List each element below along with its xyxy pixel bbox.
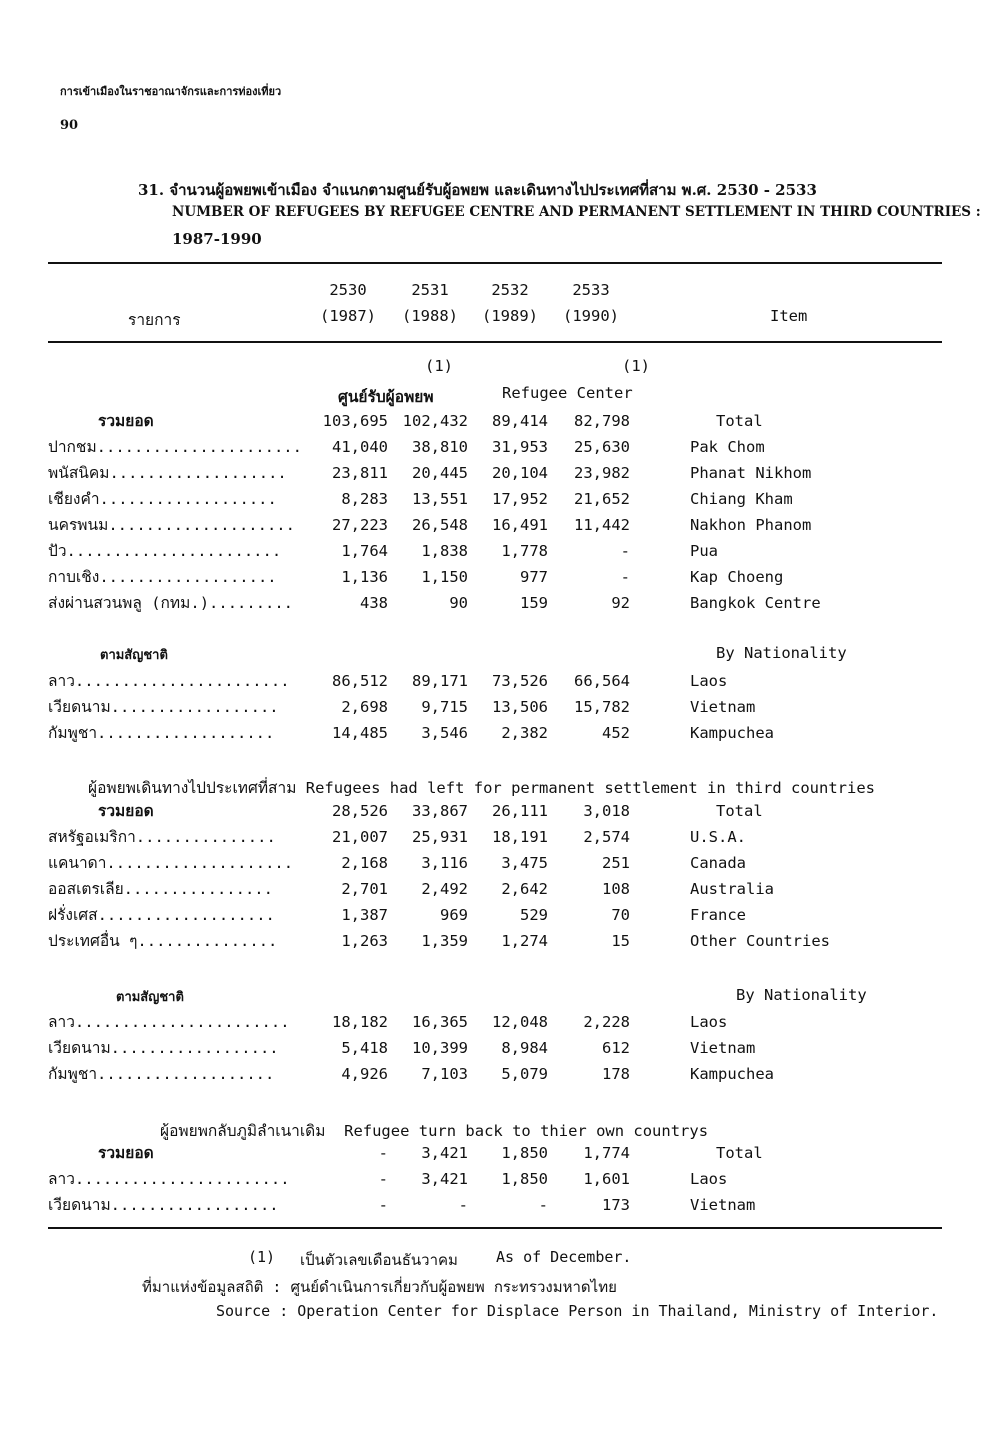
- cell-value: 25,931: [412, 828, 468, 846]
- table-row: [48, 1062, 942, 1086]
- cell-value: 90: [449, 594, 468, 612]
- cell-value: -: [378, 1170, 388, 1188]
- cell-value: 73,526: [492, 672, 548, 690]
- footnote-english: As of December.: [496, 1248, 632, 1266]
- cell-value: 70: [611, 906, 630, 924]
- table-row: [48, 851, 942, 875]
- cell-value: 2,492: [421, 880, 468, 898]
- cell-value: 1,601: [583, 1170, 630, 1188]
- nationality-heading-thai: ตามสัญชาติ: [116, 990, 184, 1005]
- row-label-thai: ปัว.......................: [48, 542, 282, 560]
- footnote-marker: (1): [248, 1248, 276, 1266]
- row-label-english: France: [690, 906, 746, 924]
- cell-value: 3,546: [421, 724, 468, 742]
- cell-value: 2,698: [341, 698, 388, 716]
- column-header-year-en: (1988): [402, 307, 458, 325]
- cell-value: 5,079: [501, 1065, 548, 1083]
- cell-value: 26,548: [412, 516, 468, 534]
- cell-value: 2,574: [583, 828, 630, 846]
- row-label-thai: รวมยอด: [98, 802, 154, 820]
- row-label-thai: ลาว.......................: [48, 1170, 290, 1188]
- cell-value: 1,359: [421, 932, 468, 950]
- cell-value: 529: [520, 906, 548, 924]
- cell-value: 16,491: [492, 516, 548, 534]
- table-row: [48, 565, 942, 589]
- section-heading-thai: ศูนย์รับผู้อพยพ: [338, 388, 434, 406]
- cell-value: 16,365: [412, 1013, 468, 1031]
- cell-value: 92: [611, 594, 630, 612]
- cell-value: 1,850: [501, 1170, 548, 1188]
- cell-value: -: [458, 1196, 468, 1214]
- cell-value: -: [620, 542, 630, 560]
- cell-value: 969: [440, 906, 468, 924]
- column-header-year-en: (1987): [320, 307, 376, 325]
- table-row: [48, 1010, 942, 1034]
- row-label-english: Nakhon Phanom: [690, 516, 812, 534]
- cell-value: 452: [602, 724, 630, 742]
- cell-value: 1,764: [341, 542, 388, 560]
- cell-value: 2,228: [583, 1013, 630, 1031]
- cell-value: 20,104: [492, 464, 548, 482]
- row-label-thai: รวมยอด: [98, 412, 154, 430]
- column-header-year-th: 2532: [491, 281, 529, 299]
- row-label-english: Pak Chom: [690, 438, 765, 456]
- cell-value: 173: [602, 1196, 630, 1214]
- row-label-thai: นครพนม....................: [48, 516, 295, 534]
- row-label-thai: ส่งผ่านสวนพลู (กทม.).........: [48, 594, 294, 612]
- row-label-thai: ลาว.......................: [48, 1013, 290, 1031]
- row-label-thai: แคนาดา....................: [48, 854, 294, 872]
- table-row: [48, 435, 942, 459]
- cell-value: 17,952: [492, 490, 548, 508]
- cell-value: 1,850: [501, 1144, 548, 1162]
- row-label-english: Total: [716, 802, 763, 820]
- cell-value: 4,926: [341, 1065, 388, 1083]
- table-row: [48, 903, 942, 927]
- row-label-english: Pua: [690, 542, 718, 560]
- section-heading-english: Refugee Center: [502, 384, 633, 402]
- row-label-english: Laos: [690, 1170, 728, 1188]
- cell-value: 2,382: [501, 724, 548, 742]
- row-label-thai: เวียดนาม..................: [48, 698, 279, 716]
- cell-value: 102,432: [402, 412, 468, 430]
- row-label-thai: กาบเชิง...................: [48, 568, 277, 586]
- cell-value: 977: [520, 568, 548, 586]
- cell-value: 21,652: [574, 490, 630, 508]
- cell-value: 438: [360, 594, 388, 612]
- cell-value: 10,399: [412, 1039, 468, 1057]
- row-label-english: Total: [716, 412, 763, 430]
- cell-value: 2,168: [341, 854, 388, 872]
- cell-value: 33,867: [412, 802, 468, 820]
- cell-value: 1,136: [341, 568, 388, 586]
- row-label-thai: สหรัฐอเมริกา...............: [48, 828, 276, 846]
- top-rule: [48, 262, 942, 264]
- cell-value: 9,715: [421, 698, 468, 716]
- cell-value: 8,984: [501, 1039, 548, 1057]
- cell-value: 3,018: [583, 802, 630, 820]
- column-header-year-th: 2531: [411, 281, 449, 299]
- row-label-thai: กัมพูชา...................: [48, 1065, 275, 1083]
- row-label-thai: กัมพูชา...................: [48, 724, 275, 742]
- cell-value: 1,263: [341, 932, 388, 950]
- table-row: [48, 929, 942, 953]
- cell-value: 89,414: [492, 412, 548, 430]
- cell-value: 3,421: [421, 1170, 468, 1188]
- page-number: 90: [60, 118, 79, 133]
- row-label-english: U.S.A.: [690, 828, 746, 846]
- row-label-english: Australia: [690, 880, 774, 898]
- cell-value: 1,838: [421, 542, 468, 560]
- bottom-rule: [48, 1227, 942, 1229]
- cell-value: 15: [611, 932, 630, 950]
- cell-value: 178: [602, 1065, 630, 1083]
- cell-value: 25,630: [574, 438, 630, 456]
- cell-value: 26,111: [492, 802, 548, 820]
- column-header-year-th: 2533: [572, 281, 610, 299]
- cell-value: 15,782: [574, 698, 630, 716]
- table-row: [48, 1141, 942, 1165]
- row-label-english: Kampuchea: [690, 1065, 774, 1083]
- row-label-english: Total: [716, 1144, 763, 1162]
- footnote-marker: (1): [425, 357, 453, 375]
- row-label-thai: ลาว.......................: [48, 672, 290, 690]
- table-row: [48, 669, 942, 693]
- cell-value: 27,223: [332, 516, 388, 534]
- cell-value: 8,283: [341, 490, 388, 508]
- cell-value: 41,040: [332, 438, 388, 456]
- cell-value: 31,953: [492, 438, 548, 456]
- column-header-item-thai: รายการ: [128, 311, 181, 329]
- table-row: [48, 877, 942, 901]
- cell-value: 13,551: [412, 490, 468, 508]
- cell-value: -: [538, 1196, 548, 1214]
- table-row: [48, 825, 942, 849]
- table-row: [48, 721, 942, 745]
- row-label-english: Canada: [690, 854, 746, 872]
- cell-value: 11,442: [574, 516, 630, 534]
- row-label-english: Phanat Nikhom: [690, 464, 812, 482]
- cell-value: 5,418: [341, 1039, 388, 1057]
- column-header-year-th: 2530: [329, 281, 367, 299]
- row-label-english: Laos: [690, 1013, 728, 1031]
- cell-value: 20,445: [412, 464, 468, 482]
- cell-value: 7,103: [421, 1065, 468, 1083]
- cell-value: 3,475: [501, 854, 548, 872]
- row-label-thai: รวมยอด: [98, 1144, 154, 1162]
- cell-value: 1,387: [341, 906, 388, 924]
- table-row: [48, 695, 942, 719]
- source-thai: ที่มาแห่งข้อมูลสถิติ : ศูนย์ดำเนินการเกี่ยวกับผู้อพยพ กระทรวงมหาดไทย: [142, 1278, 617, 1296]
- row-label-english: Other Countries: [690, 932, 830, 950]
- row-label-english: Vietnam: [690, 1196, 756, 1214]
- cell-value: 28,526: [332, 802, 388, 820]
- cell-value: 89,171: [412, 672, 468, 690]
- cell-value: 1,150: [421, 568, 468, 586]
- table-row: [48, 1036, 942, 1060]
- row-label-thai: เชียงคำ...................: [48, 490, 277, 508]
- table-row: [48, 1193, 942, 1217]
- nationality-heading-english: By Nationality: [736, 986, 867, 1004]
- table-row: [48, 591, 942, 615]
- footnote-thai: เป็นตัวเลขเดือนธันวาคม: [300, 1251, 458, 1269]
- row-label-thai: เวียดนาม..................: [48, 1039, 279, 1057]
- row-label-thai: ปากชม......................: [48, 438, 302, 456]
- row-label-english: Chiang Kham: [690, 490, 793, 508]
- nationality-heading-thai: ตามสัญชาติ: [100, 648, 168, 663]
- table-row: [48, 1167, 942, 1191]
- cell-value: 108: [602, 880, 630, 898]
- cell-value: 612: [602, 1039, 630, 1057]
- cell-value: -: [620, 568, 630, 586]
- table-row: [48, 487, 942, 511]
- row-label-english: Kampuchea: [690, 724, 774, 742]
- cell-value: 1,774: [583, 1144, 630, 1162]
- section-heading-third-countries: ผู้อพยพเดินทางไปประเทศที่สาม Refugees had left for permanent settlement in third countries: [88, 779, 876, 797]
- cell-value: 3,116: [421, 854, 468, 872]
- header-rule: [48, 341, 942, 343]
- table-row: [48, 409, 942, 433]
- table-row: [48, 539, 942, 563]
- row-label-thai: ประเทศอื่น ๆ...............: [48, 932, 278, 950]
- footnote-marker: (1): [622, 357, 650, 375]
- row-label-thai: ฝรั่งเศส...................: [48, 906, 275, 924]
- cell-value: 3,421: [421, 1144, 468, 1162]
- cell-value: 2,701: [341, 880, 388, 898]
- cell-value: 251: [602, 854, 630, 872]
- table-title-english: NUMBER OF REFUGEES BY REFUGEE CENTRE AND PERMANENT SETTLEMENT IN THIRD COUNTRIES :: [172, 204, 981, 220]
- nationality-heading-english: By Nationality: [716, 644, 847, 662]
- cell-value: 1,778: [501, 542, 548, 560]
- table-row: [48, 513, 942, 537]
- table-row: [48, 461, 942, 485]
- cell-value: 23,982: [574, 464, 630, 482]
- row-label-english: Bangkok Centre: [690, 594, 821, 612]
- row-label-thai: เวียดนาม..................: [48, 1196, 279, 1214]
- row-label-english: Laos: [690, 672, 728, 690]
- cell-value: 18,191: [492, 828, 548, 846]
- cell-value: 159: [520, 594, 548, 612]
- row-label-thai: พนัสนิคม...................: [48, 464, 287, 482]
- cell-value: 13,506: [492, 698, 548, 716]
- cell-value: 82,798: [574, 412, 630, 430]
- column-header-year-en: (1989): [482, 307, 538, 325]
- cell-value: -: [378, 1196, 388, 1214]
- running-header: การเข้าเมืองในราชอาณาจักรและการท่องเที่ยว: [60, 85, 282, 98]
- cell-value: 66,564: [574, 672, 630, 690]
- cell-value: 1,274: [501, 932, 548, 950]
- table-title-thai: 31. จำนวนผู้อพยพเข้าเมือง จำแนกตามศูนย์รับผู้อพยพ และเดินทางไปประเทศที่สาม พ.ศ. 2530 - 2533: [138, 181, 817, 199]
- cell-value: 21,007: [332, 828, 388, 846]
- section-heading-return: ผู้อพยพกลับภูมิลำเนาเดิม Refugee turn back to thier own countrys: [160, 1122, 709, 1140]
- cell-value: 103,695: [322, 412, 388, 430]
- cell-value: 18,182: [332, 1013, 388, 1031]
- cell-value: 12,048: [492, 1013, 548, 1031]
- table-row: [48, 799, 942, 823]
- row-label-english: Vietnam: [690, 1039, 756, 1057]
- row-label-thai: ออสเตรเลีย................: [48, 880, 273, 898]
- column-header-year-en: (1990): [563, 307, 619, 325]
- cell-value: 86,512: [332, 672, 388, 690]
- cell-value: -: [378, 1144, 388, 1162]
- cell-value: 23,811: [332, 464, 388, 482]
- row-label-english: Kap Choeng: [690, 568, 784, 586]
- cell-value: 38,810: [412, 438, 468, 456]
- cell-value: 2,642: [501, 880, 548, 898]
- column-header-item-english: Item: [770, 307, 808, 325]
- table-title-years: 1987-1990: [172, 230, 262, 248]
- row-label-english: Vietnam: [690, 698, 756, 716]
- source-english: Source : Operation Center for Displace Person in Thailand, Ministry of Interior.: [216, 1302, 939, 1320]
- cell-value: 14,485: [332, 724, 388, 742]
